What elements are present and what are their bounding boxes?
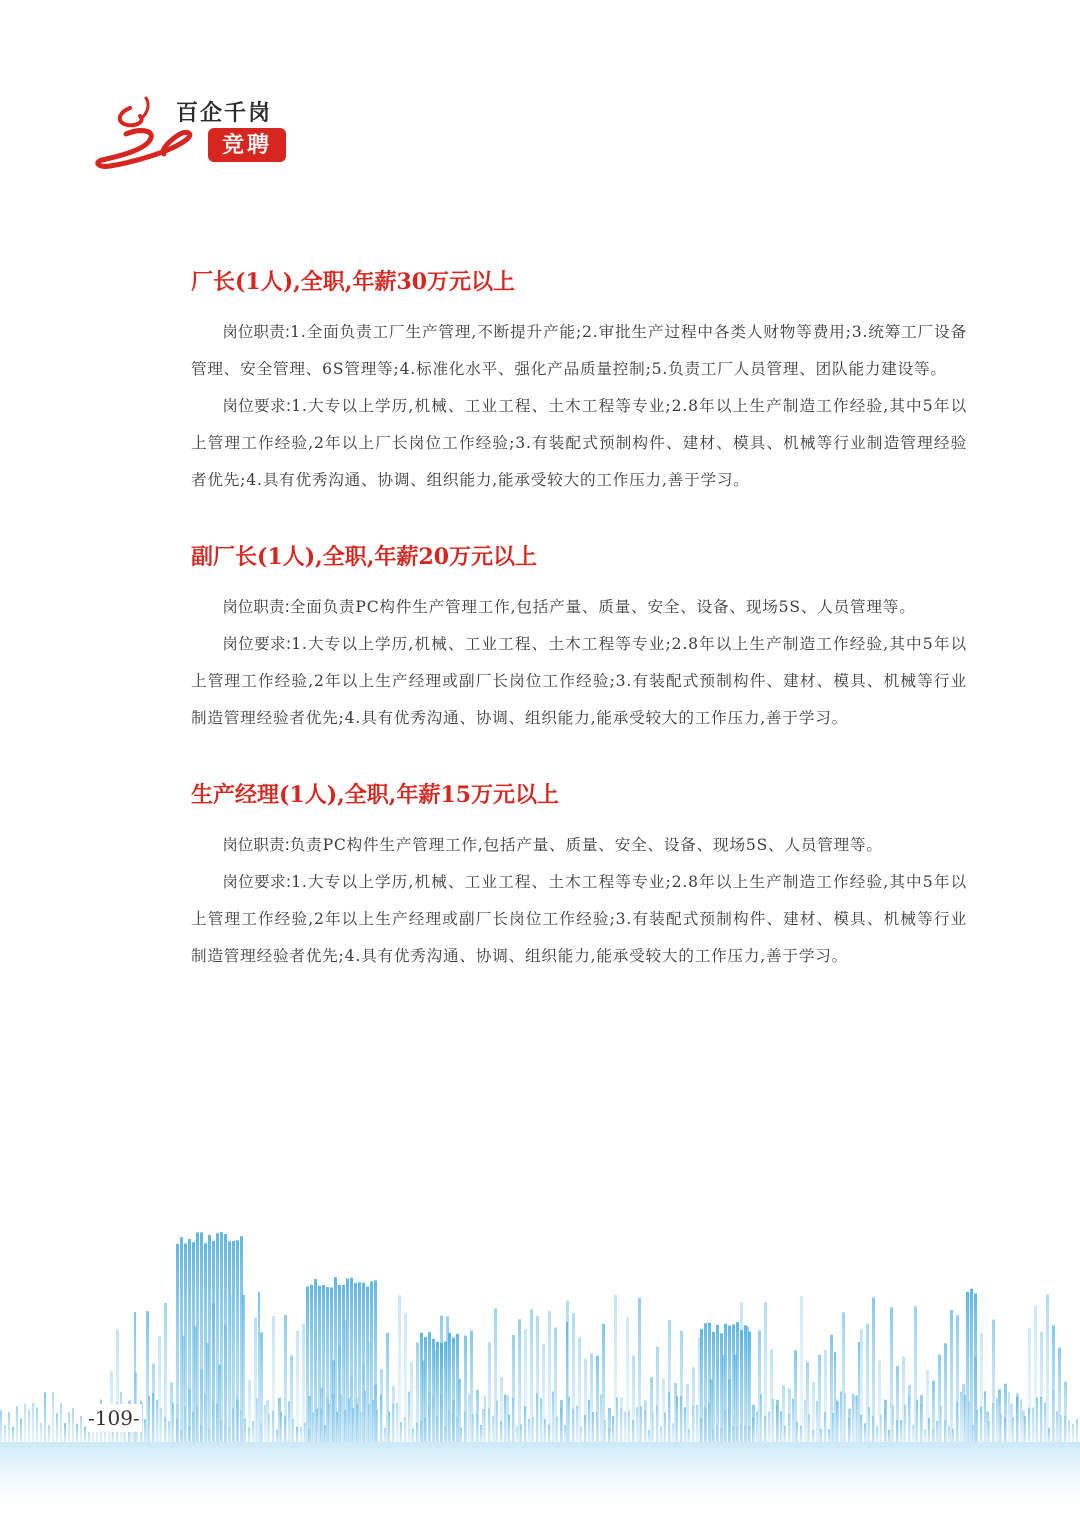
skyline-bar bbox=[252, 1421, 254, 1442]
paragraph-text: 全面负责PC构件生产管理工作,包括产量、质量、安全、设备、现场5S、人员管理等。 bbox=[289, 598, 916, 616]
skyline-bar bbox=[834, 1352, 836, 1442]
paragraph-text: 1.大专以上学历,机械、工业工程、土木工程等专业;2.8年以上生产制造工作经验,其中5年以上管理工作经验,2年以上生产经理或副厂长岗位工作经验;3.有装配式预制构件、建材、模具、机械等行业制造管理经验者优先;4.具有优秀沟通、协调、组织能力,能承受较大的工作压力,善于学习。 bbox=[191, 635, 967, 727]
skyline-bar bbox=[696, 1405, 698, 1442]
skyline-bar bbox=[704, 1323, 707, 1442]
skyline-bar bbox=[300, 1427, 302, 1442]
skyline-bar bbox=[624, 1411, 626, 1442]
skyline-bar bbox=[306, 1287, 309, 1442]
skyline-bar bbox=[0, 1410, 2, 1442]
skyline-bar bbox=[32, 1403, 34, 1442]
requirement-paragraph bbox=[191, 388, 967, 499]
skyline-bar bbox=[566, 1322, 568, 1442]
skyline-bar bbox=[504, 1395, 506, 1442]
skyline-bar bbox=[410, 1362, 413, 1442]
skyline-bar bbox=[852, 1394, 854, 1442]
skyline-bar bbox=[914, 1306, 917, 1442]
skyline-bar bbox=[860, 1329, 863, 1442]
skyline-bar bbox=[950, 1310, 953, 1442]
skyline-bar bbox=[464, 1336, 467, 1442]
paragraph-label: 岗位要求: bbox=[222, 873, 292, 891]
skyline-bar bbox=[1052, 1325, 1055, 1442]
skyline-bar bbox=[552, 1392, 554, 1442]
skyline-bar bbox=[776, 1400, 779, 1442]
skyline-bar bbox=[626, 1317, 629, 1442]
logo bbox=[90, 90, 310, 180]
skyline-bar bbox=[908, 1385, 911, 1442]
skyline-bar bbox=[700, 1329, 703, 1442]
skyline-bar bbox=[260, 1332, 263, 1442]
skyline-bar bbox=[672, 1423, 674, 1442]
skyline-bar bbox=[530, 1309, 533, 1442]
skyline-bar bbox=[476, 1390, 479, 1442]
skyline-bar bbox=[436, 1342, 439, 1442]
skyline-bar bbox=[956, 1315, 959, 1442]
skyline-bar bbox=[748, 1332, 751, 1442]
skyline-bar bbox=[512, 1335, 515, 1442]
skyline-bar bbox=[890, 1307, 893, 1442]
skyline-bar bbox=[346, 1279, 349, 1442]
skyline-bar bbox=[432, 1339, 435, 1442]
skyline-bar bbox=[258, 1292, 260, 1442]
skyline-bar bbox=[752, 1405, 755, 1442]
skyline-bar bbox=[996, 1398, 998, 1442]
skyline-bar bbox=[1068, 1420, 1070, 1442]
skyline-bar bbox=[724, 1324, 727, 1442]
skyline-bar bbox=[232, 1241, 235, 1442]
skyline-bar bbox=[52, 1392, 54, 1442]
job-listings bbox=[191, 262, 967, 1013]
skyline-bar bbox=[818, 1355, 821, 1442]
skyline-bar bbox=[204, 1243, 207, 1442]
skyline-bar bbox=[932, 1381, 935, 1442]
skyline-bar bbox=[176, 1244, 179, 1442]
skyline-bar bbox=[152, 1364, 155, 1442]
skyline-bar bbox=[650, 1377, 653, 1442]
skyline-bar bbox=[644, 1401, 647, 1442]
skyline-bar bbox=[76, 1424, 78, 1442]
city-skyline-icon bbox=[0, 1180, 1080, 1517]
paragraph-text: 1.全面负责工厂生产管理,不断提升产能;2.审批生产过程中各类人财物等费用;3.统筹工厂设备管理、安全管理、6S管理等;4.标准化水平、强化产品质量控制;5.负责工厂人员管理、团队能力建设等。 bbox=[191, 323, 967, 378]
skyline-bar bbox=[354, 1283, 357, 1442]
skyline-bar bbox=[428, 1332, 431, 1442]
skyline-bar bbox=[842, 1312, 845, 1442]
skyline-bar bbox=[948, 1426, 950, 1442]
skyline-bar bbox=[804, 1400, 806, 1442]
skyline-bar bbox=[184, 1243, 187, 1442]
skyline-bar bbox=[266, 1400, 269, 1442]
skyline-bar bbox=[896, 1366, 899, 1442]
skyline-bar bbox=[276, 1430, 278, 1442]
skyline-bar bbox=[200, 1232, 203, 1442]
skyline-bar bbox=[662, 1378, 665, 1442]
skyline-bar bbox=[374, 1280, 377, 1442]
skyline-bar bbox=[408, 1392, 410, 1442]
skyline-bar bbox=[1022, 1411, 1025, 1442]
skyline-bar bbox=[924, 1429, 926, 1442]
skyline-bar bbox=[1058, 1348, 1061, 1442]
skyline-bar bbox=[992, 1320, 995, 1442]
skyline-bar bbox=[684, 1407, 686, 1442]
skyline-bar bbox=[80, 1416, 82, 1442]
job-section-production-manager bbox=[191, 775, 967, 975]
skyline-bar bbox=[212, 1241, 215, 1442]
skyline-bar bbox=[974, 1294, 977, 1442]
skyline-bar bbox=[720, 1333, 723, 1442]
skyline-bar bbox=[314, 1279, 317, 1442]
skyline-bar bbox=[600, 1394, 602, 1442]
skyline-bar bbox=[170, 1382, 173, 1442]
skyline-bar bbox=[452, 1338, 455, 1442]
skyline-bar bbox=[614, 1295, 617, 1442]
skyline-bar bbox=[986, 1411, 989, 1442]
skyline-bar bbox=[674, 1383, 677, 1442]
skyline-bar bbox=[64, 1423, 66, 1442]
skyline-bar bbox=[1056, 1411, 1058, 1442]
skyline-bar bbox=[156, 1400, 158, 1442]
skyline-bar bbox=[310, 1285, 313, 1442]
skyline-bar bbox=[228, 1241, 231, 1442]
skyline-bar bbox=[500, 1377, 503, 1442]
skyline-bar bbox=[686, 1384, 689, 1442]
skyline-bar bbox=[506, 1395, 509, 1442]
skyline-bar bbox=[396, 1403, 398, 1442]
duty-paragraph bbox=[191, 314, 967, 388]
skyline-bar bbox=[560, 1400, 563, 1442]
skyline-bar bbox=[144, 1419, 146, 1442]
skyline-bar bbox=[620, 1397, 623, 1442]
skyline-bar bbox=[16, 1406, 18, 1442]
skyline-bar bbox=[494, 1309, 497, 1442]
skyline-bar bbox=[72, 1408, 74, 1442]
skyline-bar bbox=[1004, 1384, 1007, 1442]
skyline-bar bbox=[444, 1342, 447, 1442]
skyline-bar bbox=[732, 1324, 735, 1442]
skyline-bar bbox=[492, 1416, 494, 1442]
skyline-bar bbox=[962, 1384, 965, 1442]
skyline-bar bbox=[564, 1425, 566, 1442]
skyline-bar bbox=[966, 1292, 969, 1442]
skyline-bar bbox=[1046, 1295, 1049, 1442]
skyline-bars bbox=[0, 1232, 1078, 1442]
skyline-bar bbox=[540, 1398, 542, 1442]
skyline-bar bbox=[288, 1401, 290, 1442]
skyline-bar bbox=[362, 1283, 365, 1442]
skyline-bar bbox=[370, 1282, 373, 1442]
skyline-bar bbox=[440, 1343, 443, 1442]
skyline-bar bbox=[900, 1420, 902, 1442]
skyline-bar bbox=[236, 1240, 239, 1442]
skyline-bar bbox=[792, 1399, 794, 1442]
skyline-bar bbox=[146, 1311, 149, 1442]
skyline-bar bbox=[334, 1277, 337, 1442]
skyline-bar bbox=[926, 1370, 929, 1442]
skyline-bar bbox=[60, 1403, 62, 1442]
skyline-bar bbox=[612, 1416, 614, 1442]
job-section-factory-director bbox=[191, 262, 967, 499]
skyline-bar bbox=[970, 1289, 973, 1442]
skyline-bar bbox=[854, 1395, 857, 1442]
skyline-bar bbox=[984, 1391, 986, 1442]
logo-title: 百企千岗 bbox=[176, 100, 273, 126]
paragraph-label: 岗位职责: bbox=[222, 836, 290, 854]
skyline-bar bbox=[350, 1278, 353, 1442]
skyline-bar bbox=[482, 1409, 485, 1442]
skyline-bar bbox=[812, 1382, 815, 1442]
skyline-bar bbox=[536, 1316, 539, 1442]
skyline-bar bbox=[4, 1425, 6, 1442]
skyline-bar bbox=[358, 1282, 361, 1442]
skyline-bar bbox=[998, 1389, 1001, 1442]
skyline-bar bbox=[864, 1423, 866, 1442]
paragraph-text: 负责PC构件生产管理工作,包括产量、质量、安全、设备、现场5S、人员管理等。 bbox=[289, 836, 883, 854]
skyline-bar bbox=[712, 1332, 715, 1442]
skyline-bar bbox=[220, 1232, 223, 1442]
skyline-bar bbox=[794, 1350, 797, 1442]
skyline-bar bbox=[1076, 1419, 1078, 1442]
skyline-bar bbox=[596, 1356, 599, 1442]
skyline-bar bbox=[272, 1316, 275, 1442]
skyline-bar bbox=[554, 1327, 557, 1442]
skyline-bar bbox=[188, 1239, 191, 1442]
skyline-bar bbox=[36, 1408, 38, 1442]
skyline-bar bbox=[806, 1362, 809, 1442]
skyline-bar bbox=[1064, 1382, 1067, 1442]
skyline-bar bbox=[548, 1311, 551, 1442]
skyline-bar bbox=[1008, 1392, 1010, 1442]
skyline-bar bbox=[728, 1326, 731, 1442]
skyline-bar bbox=[636, 1407, 638, 1442]
skyline-bar bbox=[290, 1355, 293, 1442]
duty-paragraph bbox=[191, 827, 967, 864]
skyline-bar bbox=[180, 1237, 183, 1442]
skyline-bar bbox=[384, 1428, 386, 1442]
skyline-bar bbox=[660, 1426, 662, 1442]
duty-paragraph bbox=[191, 589, 967, 626]
skyline-bar bbox=[756, 1412, 758, 1442]
skyline-bar bbox=[590, 1353, 593, 1442]
skyline-bar bbox=[1020, 1400, 1022, 1442]
page-number: -109- bbox=[88, 1406, 140, 1430]
section-title: 厂长(1人),全职,年薪30万元以上 bbox=[191, 269, 516, 295]
skyline-bar bbox=[872, 1298, 875, 1442]
requirement-paragraph bbox=[191, 864, 967, 975]
skyline-bar bbox=[770, 1349, 773, 1442]
skyline-bar bbox=[632, 1356, 635, 1442]
job-section-deputy-director bbox=[191, 537, 967, 737]
skyline-bar bbox=[516, 1427, 518, 1442]
skyline-bar bbox=[782, 1385, 785, 1442]
skyline-bar bbox=[424, 1337, 427, 1442]
skyline-bar bbox=[576, 1406, 578, 1442]
skyline-bar bbox=[1010, 1403, 1013, 1442]
skyline-bar bbox=[876, 1426, 878, 1442]
skyline-bar bbox=[668, 1320, 671, 1442]
skyline-bar bbox=[744, 1325, 747, 1442]
skyline-bar bbox=[322, 1285, 325, 1442]
skyline-bar bbox=[342, 1285, 345, 1442]
skyline-bar bbox=[692, 1367, 695, 1442]
skyline-bar bbox=[254, 1318, 257, 1442]
paragraph-text: 1.大专以上学历,机械、工业工程、土木工程等专业;2.8年以上生产制造工作经验,其中5年以上管理工作经验,2年以上生产经理或副厂长岗位工作经验;3.有装配式预制构件、建材、模具、机械等行业制造管理经验者优先;4.具有优秀沟通、协调、组织能力,能承受较大的工作压力,善于学习。 bbox=[191, 873, 967, 965]
skyline-bar bbox=[840, 1391, 842, 1442]
skyline-bar bbox=[588, 1400, 590, 1442]
skyline-bar bbox=[980, 1333, 983, 1442]
skyline-bar bbox=[736, 1322, 739, 1442]
skyline-bar bbox=[24, 1404, 26, 1442]
skyline-bar bbox=[8, 1412, 10, 1442]
skyline-bar bbox=[800, 1296, 803, 1442]
skyline-bar bbox=[248, 1380, 251, 1442]
skyline-bar bbox=[528, 1419, 530, 1442]
skyline-bar bbox=[40, 1423, 42, 1442]
skyline-bar bbox=[938, 1355, 941, 1442]
skyline-bar bbox=[960, 1392, 962, 1442]
logo-badge: 竞聘 bbox=[208, 128, 286, 162]
skyline-bar bbox=[338, 1285, 341, 1442]
skyline-bar bbox=[788, 1388, 791, 1442]
skyline-bar bbox=[764, 1302, 767, 1442]
skyline-bar bbox=[944, 1343, 947, 1442]
skyline-bar bbox=[768, 1411, 770, 1442]
skyline-bar bbox=[318, 1286, 321, 1442]
section-title: 副厂长(1人),全职,年薪20万元以上 bbox=[191, 544, 538, 570]
paragraph-label: 岗位职责: bbox=[222, 323, 291, 341]
skyline-bar bbox=[12, 1427, 14, 1442]
skyline-bar bbox=[192, 1242, 195, 1442]
skyline-bar bbox=[828, 1429, 830, 1442]
skyline-bar bbox=[602, 1324, 605, 1442]
skyline-bar bbox=[518, 1319, 521, 1442]
skyline-bar bbox=[68, 1412, 70, 1442]
skyline-bar bbox=[296, 1331, 299, 1442]
skyline-bar bbox=[404, 1313, 407, 1442]
skyline-bar bbox=[330, 1287, 333, 1442]
skyline-bar bbox=[740, 1330, 743, 1442]
skyline-bar bbox=[168, 1421, 170, 1442]
skyline-bar bbox=[858, 1342, 860, 1442]
skyline-bar bbox=[1072, 1424, 1074, 1442]
skyline-bar bbox=[936, 1421, 938, 1442]
skyline-bar bbox=[470, 1331, 473, 1442]
paragraph-text: 1.大专以上学历,机械、工业工程、土木工程等专业;2.8年以上生产制造工作经验,其中5年以上管理工作经验,2年以上厂长岗位工作经验;3.有装配式预制构件、建材、模具、机械等行业制造管理经验者优先;4.具有优秀沟通、协调、组织能力,能承受较大的工作压力,善于学习。 bbox=[191, 397, 967, 489]
skyline-bar bbox=[398, 1295, 401, 1442]
skyline-bar bbox=[884, 1400, 887, 1442]
skyline-bar bbox=[878, 1360, 881, 1442]
skyline-bar bbox=[648, 1430, 650, 1442]
skyline-bar bbox=[902, 1357, 905, 1442]
paragraph-label: 岗位要求: bbox=[222, 397, 292, 415]
skyline-bar bbox=[680, 1331, 683, 1442]
skyline-bar bbox=[578, 1337, 581, 1442]
paragraph-label: 岗位要求: bbox=[222, 635, 292, 653]
skyline-bar bbox=[708, 1323, 711, 1442]
skyline-bar bbox=[448, 1333, 451, 1442]
skyline-bar bbox=[44, 1392, 46, 1442]
skyline-bar bbox=[824, 1350, 827, 1442]
skyline-bar bbox=[420, 1333, 423, 1442]
skyline-bar bbox=[158, 1336, 161, 1442]
skyline-bar bbox=[1034, 1306, 1037, 1442]
skyline-bar bbox=[468, 1394, 470, 1442]
skyline-bar bbox=[28, 1410, 30, 1442]
skyline-bar bbox=[888, 1430, 890, 1442]
skyline-bar bbox=[836, 1401, 839, 1442]
skyline-bar bbox=[866, 1324, 869, 1442]
skyline-bar bbox=[608, 1408, 611, 1442]
skyline-bar bbox=[1044, 1403, 1046, 1442]
skyline-bar bbox=[240, 1236, 243, 1442]
skyline-bar bbox=[208, 1235, 211, 1442]
skyline-bar bbox=[656, 1347, 659, 1442]
skyline-bar bbox=[638, 1298, 641, 1442]
skyline-bar bbox=[912, 1425, 914, 1442]
skyline-bar bbox=[830, 1335, 833, 1442]
skyline-bar bbox=[816, 1401, 818, 1442]
skyline-bar bbox=[456, 1334, 459, 1442]
skyline-bar bbox=[848, 1409, 851, 1442]
skyline-bar bbox=[264, 1405, 266, 1442]
skyline-bar bbox=[480, 1425, 482, 1442]
skyline-bar bbox=[284, 1315, 287, 1442]
skyline-bar bbox=[716, 1325, 719, 1442]
skyline-bar bbox=[1032, 1408, 1034, 1442]
skyline-bar bbox=[780, 1412, 782, 1442]
skyline-bar bbox=[380, 1369, 383, 1442]
skyline-bar bbox=[56, 1413, 58, 1442]
skyline-bar bbox=[416, 1343, 419, 1442]
skyline-bar bbox=[216, 1233, 219, 1442]
paragraph-label: 岗位职责: bbox=[222, 598, 290, 616]
skyline-bar bbox=[386, 1333, 389, 1442]
skyline-bar bbox=[524, 1329, 527, 1442]
skyline-bar bbox=[366, 1287, 369, 1442]
skyline-bar bbox=[196, 1232, 199, 1442]
skyline-bar bbox=[278, 1398, 281, 1442]
skyline-bar bbox=[224, 1234, 227, 1442]
skyline-bar bbox=[542, 1344, 545, 1442]
skyline-bar bbox=[1016, 1394, 1019, 1442]
skyline-bar bbox=[48, 1425, 50, 1442]
skyline-bar bbox=[326, 1287, 329, 1442]
skyline-bar bbox=[758, 1330, 761, 1442]
skyline-bar bbox=[20, 1419, 22, 1442]
section-title: 生产经理(1人),全职,年薪15万元以上 bbox=[191, 782, 560, 808]
skyline-bar bbox=[164, 1303, 167, 1442]
skyline-bar bbox=[1028, 1328, 1031, 1442]
skyline-bar bbox=[920, 1395, 923, 1442]
skyline-bar bbox=[572, 1313, 575, 1442]
skyline-bar bbox=[584, 1359, 587, 1442]
skyline-bar bbox=[488, 1342, 491, 1442]
skyline-bar bbox=[392, 1386, 395, 1442]
requirement-paragraph bbox=[191, 626, 967, 737]
skyline-bar bbox=[302, 1324, 305, 1442]
skyline-bar bbox=[1040, 1332, 1043, 1442]
